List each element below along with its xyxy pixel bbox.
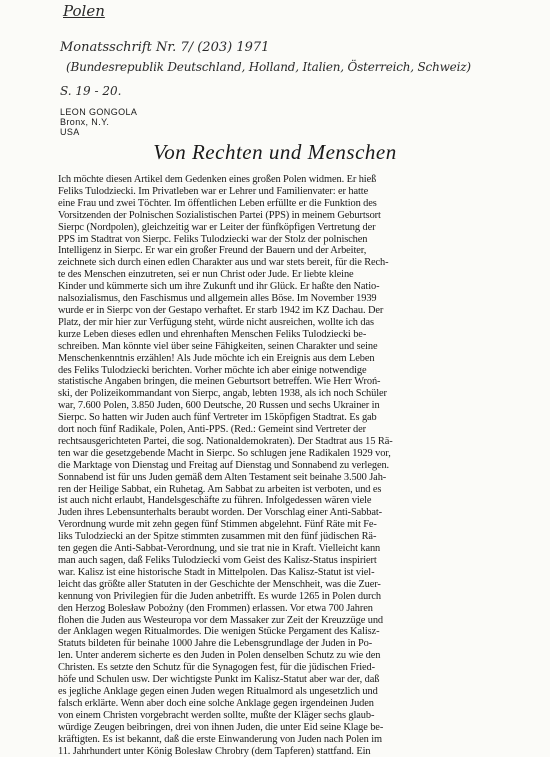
author-name: LEON GONGOLA <box>60 107 137 117</box>
article-line: der Anklagen wegen Ritualmordes. Die wenigen Stücke Pergament des Kalisz- <box>58 626 524 638</box>
handwritten-source: Monatsschrift Nr. 7/ (203) 1971 <box>60 40 269 55</box>
article-line: liks Tulodziecki an der Spitze stimmten zusammen mit den fünf jüdischen Rä- <box>58 531 524 543</box>
article-line: Christen. Es setzte den Schutz für die Synagogen fest, für die jüdischen Fried- <box>58 662 524 674</box>
article-line: kräftigten. Es ist bekannt, daß die erste Einwanderung von Juden nach Polen im <box>58 734 524 746</box>
article-line: ist auch nicht erlaubt, Handelsgeschäfte zu führen. Infolgedessen wären viele <box>58 495 524 507</box>
article-line: PPS im Stadtrat von Sierpc. Feliks Tulodziecki war der Stolz der polnischen <box>58 234 524 246</box>
article-line: man auch sagen, daß Feliks Tulodziecki vom Geist des Kalisz-Status inspiriert <box>58 555 524 567</box>
handwritten-countries: (Bundesrepublik Deutschland, Holland, Italien, Österreich, Schweiz) <box>66 60 471 74</box>
article-line: eine Frau und zwei Töchter. Im öffentlichen Leben erfüllte er die Funktion des <box>58 198 524 210</box>
article-line: flohen die Juden aus Westeuropa vor dem Massaker zur Zeit der Kreuzzüge und <box>58 615 524 627</box>
article-line: Verordnung wurde mit zehn gegen fünf Stimmen abgelehnt. Fünf Räte mit Fe- <box>58 519 524 531</box>
article-line: würdige Zeugen beibringen, drei von ihnen Juden, die unter Eid seine Klage be- <box>58 722 524 734</box>
article-line: wurde er in Sierpc von der Gestapo verhaftet. Er starb 1942 im KZ Dachau. Der <box>58 305 524 317</box>
article-line: leicht das größte aller Statuten in der Geschichte der Menschheit, was die Zuer- <box>58 579 524 591</box>
article-line: war, 7.600 Polen, 3.850 Juden, 600 Deutsche, 20 Russen und sechs Ukrainer in <box>58 400 524 412</box>
article-line: nalsozialismus, den Faschismus und allgemein alles Böse. Im November 1939 <box>58 293 524 305</box>
article-line: Intelligenz in Sierpc. Er war ein großer Freund der Bauern und der Arbeiter, <box>58 245 524 257</box>
author-country: USA <box>60 127 80 137</box>
article-line: statistische Angaben bringen, die meinen Geburtsort betreffen. Wie Herr Wroń- <box>58 376 524 388</box>
article-line: Sonnabend ist für uns Juden gemäß dem Alten Testament seit beinahe 3.500 Jah- <box>58 472 524 484</box>
article-body <box>58 174 524 757</box>
article-line: Ich möchte diesen Artikel dem Gedenken eines großen Polen widmen. Er hieß <box>58 174 524 186</box>
article-line: zeichnete sich durch einen edlen Charakter aus und war stets bereit, für die Rech- <box>58 257 524 269</box>
article-line: kurze Leben dieses edlen und ehrenhaften Menschen Feliks Tulodziecki be- <box>58 329 524 341</box>
article-line: Kinder und kümmerte sich um ihre Zukunft und ihr Glück. Er haßte den Natio- <box>58 281 524 293</box>
article-line: len. Unter anderem sicherte es den Juden in Polen denselben Schutz zu wie den <box>58 650 524 662</box>
article-line: kennung von Privilegien für die Juden anbetrifft. Es wurde 1265 in Polen durch <box>58 591 524 603</box>
article-line: Sierpc. So hatten wir Juden auch fünf Vertreter im 15köpfigen Stadtrat. Es gab <box>58 412 524 424</box>
article-line: die Marktage von Dienstag und Freitag auf Dienstag und Sonnabend zu verlegen. <box>58 460 524 472</box>
article-line: den Herzog Bolesław Pobożny (den Frommen) erlassen. Vor etwa 700 Jahren <box>58 603 524 615</box>
article-line: war. Kalisz ist eine historische Stadt in Mittelpolen. Das Kalisz-Statut ist viel- <box>58 567 524 579</box>
article-line: ski, der Polizeikommandant von Sierpc, angab, lebten 1938, als ich noch Schüler <box>58 388 524 400</box>
article-line: dort noch fünf Radikale, Polen, Anti-PPS. (Red.: Gemeint sind Vertreter der <box>58 424 524 436</box>
article-line: schreiben. Man könnte viel über seine Fähigkeiten, seinen Charakter und seine <box>58 341 524 353</box>
article-line: Juden ihres Lebensunterhalts beraubt worden. Der Vorschlag einer Anti-Sabbat- <box>58 507 524 519</box>
article-line: ren der Heilige Sabbat, ein Ruhetag. Am Sabbat zu arbeiten ist verboten, und es <box>58 484 524 496</box>
article-line: falsch erklärte. Wenn aber doch eine solche Anklage gegen irgendeinen Juden <box>58 698 524 710</box>
article-line: höfe und Schulen usw. Der wichtigste Punkt im Kalisz-Statut aber war der, daß <box>58 674 524 686</box>
article-line: te des Menschen einzutreten, sei er nun Christ oder Jude. Er liebte kleine <box>58 269 524 281</box>
article-line: rechtsausgerichteten Partei, die sog. Nationaldemokraten). Der Stadtrat aus 15 Rä- <box>58 436 524 448</box>
article-line: ten gegen die Anti-Sabbat-Verordnung, und sie trat nie in Kraft. Vielleicht kann <box>58 543 524 555</box>
article-line: Menschenkenntnis erzählen! Als Jude möchte ich ein Ereignis aus dem Leben <box>58 353 524 365</box>
article-line: es jegliche Anklage gegen einen Juden wegen Ritualmord als ungesetzlich und <box>58 686 524 698</box>
article-line: von einem Christen vorgebracht werden sollte, mußte der Kläger sechs glaub- <box>58 710 524 722</box>
author-city: Bronx, N.Y. <box>60 117 109 127</box>
article-line: ten war die gesetzgebende Macht in Sierpc. So schlugen jene Radikalen 1929 vor, <box>58 448 524 460</box>
handwritten-pages: S. 19 - 20. <box>60 84 121 98</box>
article-line: Platz, der mir hier zur Verfügung steht, würde nicht ausreichen, wollte ich das <box>58 317 524 329</box>
article-line: Vorsitzenden der Polnischen Sozialistischen Partei (PPS) in meinem Geburtsort <box>58 210 524 222</box>
article-line: Feliks Tulodziecki. Im Privatleben war er Lehrer und Familienvater: er hatte <box>58 186 524 198</box>
handwritten-title: Polen <box>63 2 105 20</box>
article-line: des Feliks Tulodziecki berichten. Vorher möchte ich aber einige notwendige <box>58 365 524 377</box>
article-line: 11. Jahrhundert unter König Bolesław Chrobry (dem Tapferen) stattfand. Ein <box>58 746 524 757</box>
article-title: Von Rechten und Menschen <box>0 140 550 165</box>
article-line: Statuts bildeten für beinahe 1000 Jahre die Lebensgrundlage der Juden in Po- <box>58 638 524 650</box>
article-line: Sierpc (Nordpolen), gleichzeitig war er Leiter der fünfköpfigen Vertretung der <box>58 222 524 234</box>
